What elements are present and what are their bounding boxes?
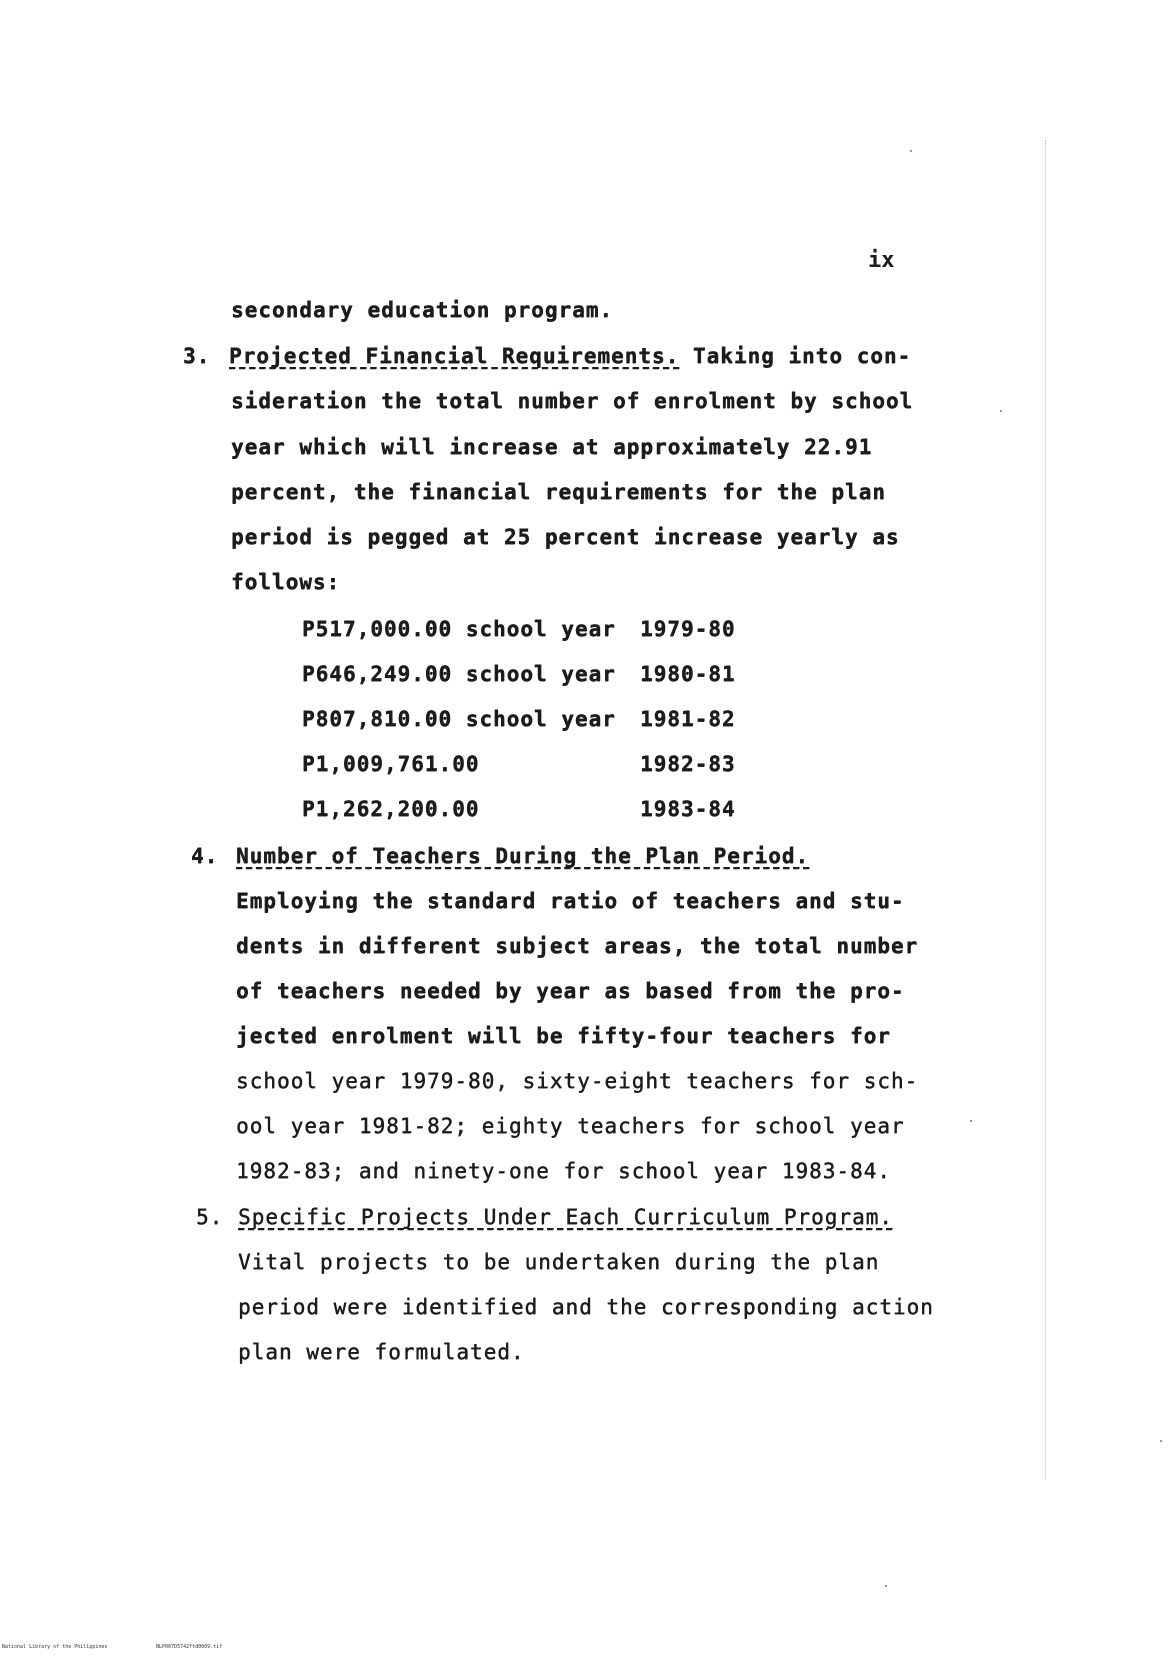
section-5-number: 5. xyxy=(196,1205,224,1229)
budget-year: 1980-81 xyxy=(640,662,736,686)
section-4-line: Employing the standard ratio of teachers and stu- xyxy=(236,889,905,913)
budget-year: 1979-80 xyxy=(640,617,736,641)
section-3-first-line xyxy=(229,342,911,370)
budget-amount: P646,249.00 school year xyxy=(302,662,616,686)
footer-file-id: NLP007D5742ftd0009.tif xyxy=(156,1644,223,1650)
section-3-line: follows: xyxy=(231,570,341,594)
section-3-line: percent, the financial requirements for the plan xyxy=(231,480,886,504)
scan-speck xyxy=(970,1120,972,1122)
scan-edge-noise xyxy=(1045,140,1047,1480)
budget-year: 1983-84 xyxy=(640,797,736,821)
budget-amount: P517,000.00 school year xyxy=(302,617,616,641)
section-5-first-line xyxy=(238,1203,893,1231)
section-5-line: Vital projects to be undertaken during the plan xyxy=(238,1250,880,1274)
section-4-line: ool year 1981-82; eighty teachers for school year xyxy=(236,1114,905,1138)
budget-amount: P1,262,200.00 xyxy=(302,797,480,821)
carryover-line: secondary education program. xyxy=(231,298,614,322)
section-3-line: sideration the total number of enrolment by school xyxy=(231,389,914,413)
scan-speck xyxy=(1000,410,1002,412)
section-4-line: school year 1979-80, sixty-eight teachers for sch- xyxy=(236,1069,919,1093)
section-3-line1-rest: Taking into con- xyxy=(692,344,912,368)
section-5-line: period were identified and the corresponding action xyxy=(238,1295,934,1319)
budget-amount: P807,810.00 school year xyxy=(302,707,616,731)
section-5-line: plan were formulated. xyxy=(238,1340,525,1364)
section-4-line: jected enrolment will be fifty-four teachers for xyxy=(236,1024,891,1048)
scan-speck xyxy=(1160,1440,1162,1442)
section-3-number: 3. xyxy=(183,344,211,368)
section-3-heading: Projected Financial Requirements. xyxy=(229,344,680,368)
section-4-line: dents in different subject areas, the total number xyxy=(236,934,919,958)
section-3-line: year which will increase at approximately 22.91 xyxy=(231,435,873,459)
section-3-line: period is pegged at 25 percent increase yearly as xyxy=(231,525,900,549)
section-4-line: 1982-83; and ninety-one for school year 1983-84. xyxy=(236,1159,891,1183)
section-4-heading: Number of Teachers During the Plan Period. xyxy=(236,844,810,868)
budget-year: 1982-83 xyxy=(640,752,736,776)
scan-speck xyxy=(885,1585,887,1587)
section-5-heading: Specific Projects Under Each Curriculum Program. xyxy=(238,1205,893,1229)
section-4-first-line xyxy=(236,842,809,870)
scan-speck xyxy=(910,150,912,152)
budget-year: 1981-82 xyxy=(640,707,736,731)
budget-amount: P1,009,761.00 xyxy=(302,752,480,776)
section-4-number: 4. xyxy=(191,844,219,868)
page-number: ix xyxy=(868,248,895,273)
footer-library: National Library of the Philippines xyxy=(2,1644,108,1650)
section-4-line: of teachers needed by year as based from the pro- xyxy=(236,979,905,1003)
